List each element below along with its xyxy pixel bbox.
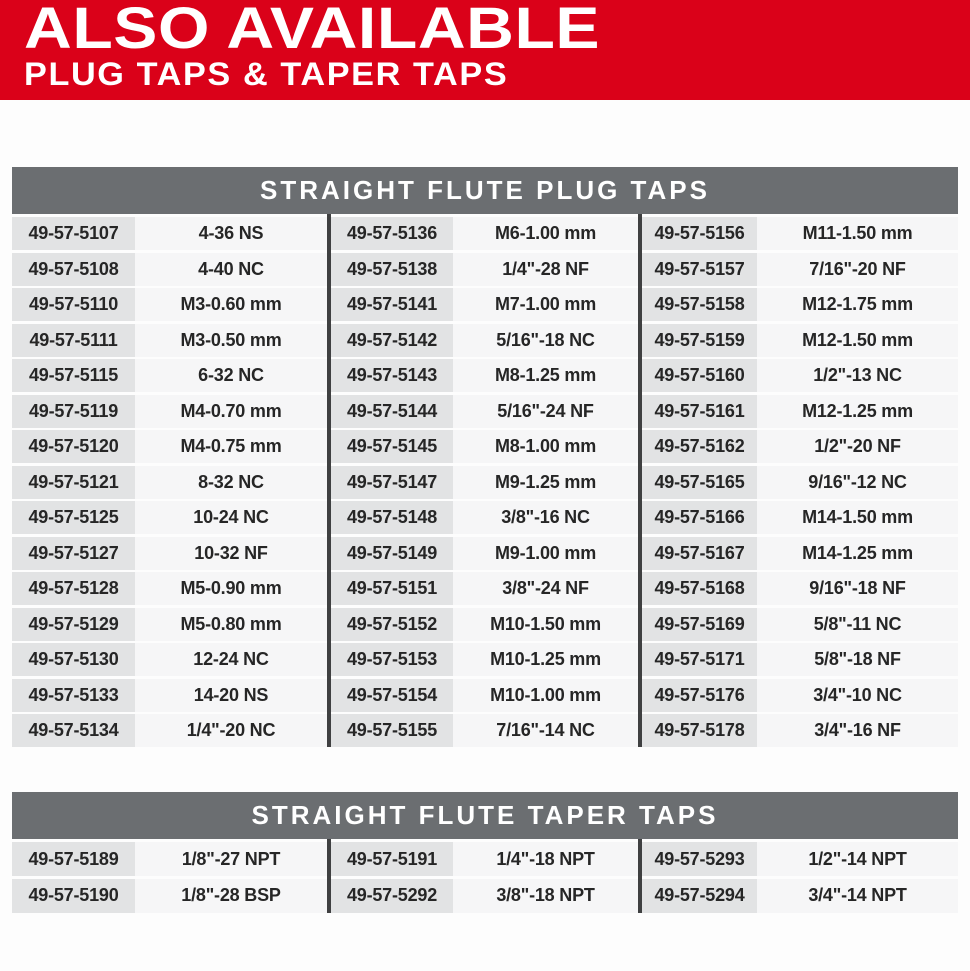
- part-number-cell: 49-57-5171: [642, 643, 757, 676]
- size-cell: 5/16"-18 NC: [453, 324, 638, 357]
- part-number-cell: 49-57-5142: [331, 324, 453, 357]
- table-row: [12, 395, 958, 428]
- size-cell: 3/4"-10 NC: [757, 679, 958, 712]
- part-number-cell: 49-57-5143: [331, 359, 453, 392]
- size-cell: 1/2"-20 NF: [757, 430, 958, 463]
- part-number-cell: 49-57-5136: [331, 217, 453, 250]
- column-divider: [327, 839, 331, 913]
- part-number-cell: 49-57-5149: [331, 537, 453, 570]
- plug-taps-table-body: [12, 217, 958, 747]
- part-number-cell: 49-57-5189: [12, 842, 135, 876]
- part-number-cell: 49-57-5127: [12, 537, 135, 570]
- size-cell: 5/8"-11 NC: [757, 608, 958, 641]
- size-cell: 6-32 NC: [135, 359, 327, 392]
- size-cell: M9-1.00 mm: [453, 537, 638, 570]
- column-divider: [638, 214, 642, 747]
- part-number-cell: 49-57-5294: [642, 879, 757, 913]
- size-cell: 10-32 NF: [135, 537, 327, 570]
- part-number-cell: 49-57-5119: [12, 395, 135, 428]
- size-cell: 3/4"-14 NPT: [757, 879, 958, 913]
- table-row: [12, 608, 958, 641]
- part-number-cell: 49-57-5159: [642, 324, 757, 357]
- table-row: [12, 466, 958, 499]
- part-number-cell: 49-57-5125: [12, 501, 135, 534]
- size-cell: 7/16"-20 NF: [757, 253, 958, 286]
- table-row: [12, 253, 958, 286]
- size-cell: 3/4"-16 NF: [757, 714, 958, 747]
- part-number-cell: 49-57-5168: [642, 572, 757, 605]
- part-number-cell: 49-57-5128: [12, 572, 135, 605]
- size-cell: 7/16"-14 NC: [453, 714, 638, 747]
- size-cell: 5/8"-18 NF: [757, 643, 958, 676]
- table-row: [12, 714, 958, 747]
- size-cell: 4-40 NC: [135, 253, 327, 286]
- part-number-cell: 49-57-5148: [331, 501, 453, 534]
- plug-taps-table-title: STRAIGHT FLUTE PLUG TAPS: [12, 167, 958, 214]
- part-number-cell: 49-57-5151: [331, 572, 453, 605]
- banner-subtitle: PLUG TAPS & TAPER TAPS: [24, 56, 509, 93]
- size-cell: M10-1.00 mm: [453, 679, 638, 712]
- part-number-cell: 49-57-5176: [642, 679, 757, 712]
- table-row: [12, 217, 958, 250]
- part-number-cell: 49-57-5134: [12, 714, 135, 747]
- part-number-cell: 49-57-5153: [331, 643, 453, 676]
- part-number-cell: 49-57-5178: [642, 714, 757, 747]
- part-number-cell: 49-57-5111: [12, 324, 135, 357]
- size-cell: M12-1.75 mm: [757, 288, 958, 321]
- table-row: [12, 288, 958, 321]
- size-cell: 1/8"-27 NPT: [135, 842, 327, 876]
- size-cell: 5/16"-24 NF: [453, 395, 638, 428]
- size-cell: 1/8"-28 BSP: [135, 879, 327, 913]
- size-cell: M4-0.75 mm: [135, 430, 327, 463]
- part-number-cell: 49-57-5107: [12, 217, 135, 250]
- banner: [0, 0, 970, 100]
- part-number-cell: 49-57-5157: [642, 253, 757, 286]
- column-divider: [638, 839, 642, 913]
- size-cell: 3/8"-16 NC: [453, 501, 638, 534]
- size-cell: M9-1.25 mm: [453, 466, 638, 499]
- table-row: [12, 679, 958, 712]
- part-number-cell: 49-57-5108: [12, 253, 135, 286]
- table-row: [12, 501, 958, 534]
- size-cell: 10-24 NC: [135, 501, 327, 534]
- table-row: [12, 643, 958, 676]
- size-cell: 9/16"-18 NF: [757, 572, 958, 605]
- size-cell: 8-32 NC: [135, 466, 327, 499]
- part-number-cell: 49-57-5162: [642, 430, 757, 463]
- banner-title: ALSO AVAILABLE: [24, 0, 601, 61]
- part-number-cell: 49-57-5129: [12, 608, 135, 641]
- part-number-cell: 49-57-5154: [331, 679, 453, 712]
- part-number-cell: 49-57-5191: [331, 842, 453, 876]
- part-number-cell: 49-57-5155: [331, 714, 453, 747]
- part-number-cell: 49-57-5110: [12, 288, 135, 321]
- size-cell: 1/2"-14 NPT: [757, 842, 958, 876]
- size-cell: M8-1.00 mm: [453, 430, 638, 463]
- taper-taps-table: [12, 792, 958, 913]
- size-cell: 1/4"-20 NC: [135, 714, 327, 747]
- size-cell: M14-1.25 mm: [757, 537, 958, 570]
- size-cell: M5-0.80 mm: [135, 608, 327, 641]
- size-cell: M3-0.60 mm: [135, 288, 327, 321]
- size-cell: M14-1.50 mm: [757, 501, 958, 534]
- part-number-cell: 49-57-5167: [642, 537, 757, 570]
- size-cell: M11-1.50 mm: [757, 217, 958, 250]
- size-cell: M4-0.70 mm: [135, 395, 327, 428]
- part-number-cell: 49-57-5147: [331, 466, 453, 499]
- taper-taps-table-title: STRAIGHT FLUTE TAPER TAPS: [12, 792, 958, 839]
- size-cell: 3/8"-24 NF: [453, 572, 638, 605]
- size-cell: 9/16"-12 NC: [757, 466, 958, 499]
- size-cell: M8-1.25 mm: [453, 359, 638, 392]
- part-number-cell: 49-57-5169: [642, 608, 757, 641]
- part-number-cell: 49-57-5156: [642, 217, 757, 250]
- part-number-cell: 49-57-5166: [642, 501, 757, 534]
- part-number-cell: 49-57-5145: [331, 430, 453, 463]
- size-cell: M6-1.00 mm: [453, 217, 638, 250]
- table-row: [12, 842, 958, 876]
- size-cell: M7-1.00 mm: [453, 288, 638, 321]
- part-number-cell: 49-57-5130: [12, 643, 135, 676]
- part-number-cell: 49-57-5293: [642, 842, 757, 876]
- part-number-cell: 49-57-5133: [12, 679, 135, 712]
- column-divider: [327, 214, 331, 747]
- part-number-cell: 49-57-5161: [642, 395, 757, 428]
- size-cell: 3/8"-18 NPT: [453, 879, 638, 913]
- size-cell: M12-1.50 mm: [757, 324, 958, 357]
- size-cell: 1/4"-28 NF: [453, 253, 638, 286]
- size-cell: 1/2"-13 NC: [757, 359, 958, 392]
- part-number-cell: 49-57-5152: [331, 608, 453, 641]
- size-cell: M10-1.50 mm: [453, 608, 638, 641]
- size-cell: 1/4"-18 NPT: [453, 842, 638, 876]
- part-number-cell: 49-57-5158: [642, 288, 757, 321]
- size-cell: 4-36 NS: [135, 217, 327, 250]
- table-row: [12, 324, 958, 357]
- part-number-cell: 49-57-5292: [331, 879, 453, 913]
- part-number-cell: 49-57-5141: [331, 288, 453, 321]
- size-cell: M10-1.25 mm: [453, 643, 638, 676]
- part-number-cell: 49-57-5121: [12, 466, 135, 499]
- size-cell: M5-0.90 mm: [135, 572, 327, 605]
- size-cell: M3-0.50 mm: [135, 324, 327, 357]
- table-row: [12, 430, 958, 463]
- taper-taps-table-body: [12, 842, 958, 913]
- part-number-cell: 49-57-5115: [12, 359, 135, 392]
- part-number-cell: 49-57-5120: [12, 430, 135, 463]
- table-row: [12, 359, 958, 392]
- plug-taps-table: [12, 167, 958, 747]
- part-number-cell: 49-57-5138: [331, 253, 453, 286]
- part-number-cell: 49-57-5190: [12, 879, 135, 913]
- part-number-cell: 49-57-5165: [642, 466, 757, 499]
- part-number-cell: 49-57-5144: [331, 395, 453, 428]
- size-cell: M12-1.25 mm: [757, 395, 958, 428]
- part-number-cell: 49-57-5160: [642, 359, 757, 392]
- table-row: [12, 572, 958, 605]
- table-row: [12, 537, 958, 570]
- table-row: [12, 879, 958, 913]
- size-cell: 14-20 NS: [135, 679, 327, 712]
- size-cell: 12-24 NC: [135, 643, 327, 676]
